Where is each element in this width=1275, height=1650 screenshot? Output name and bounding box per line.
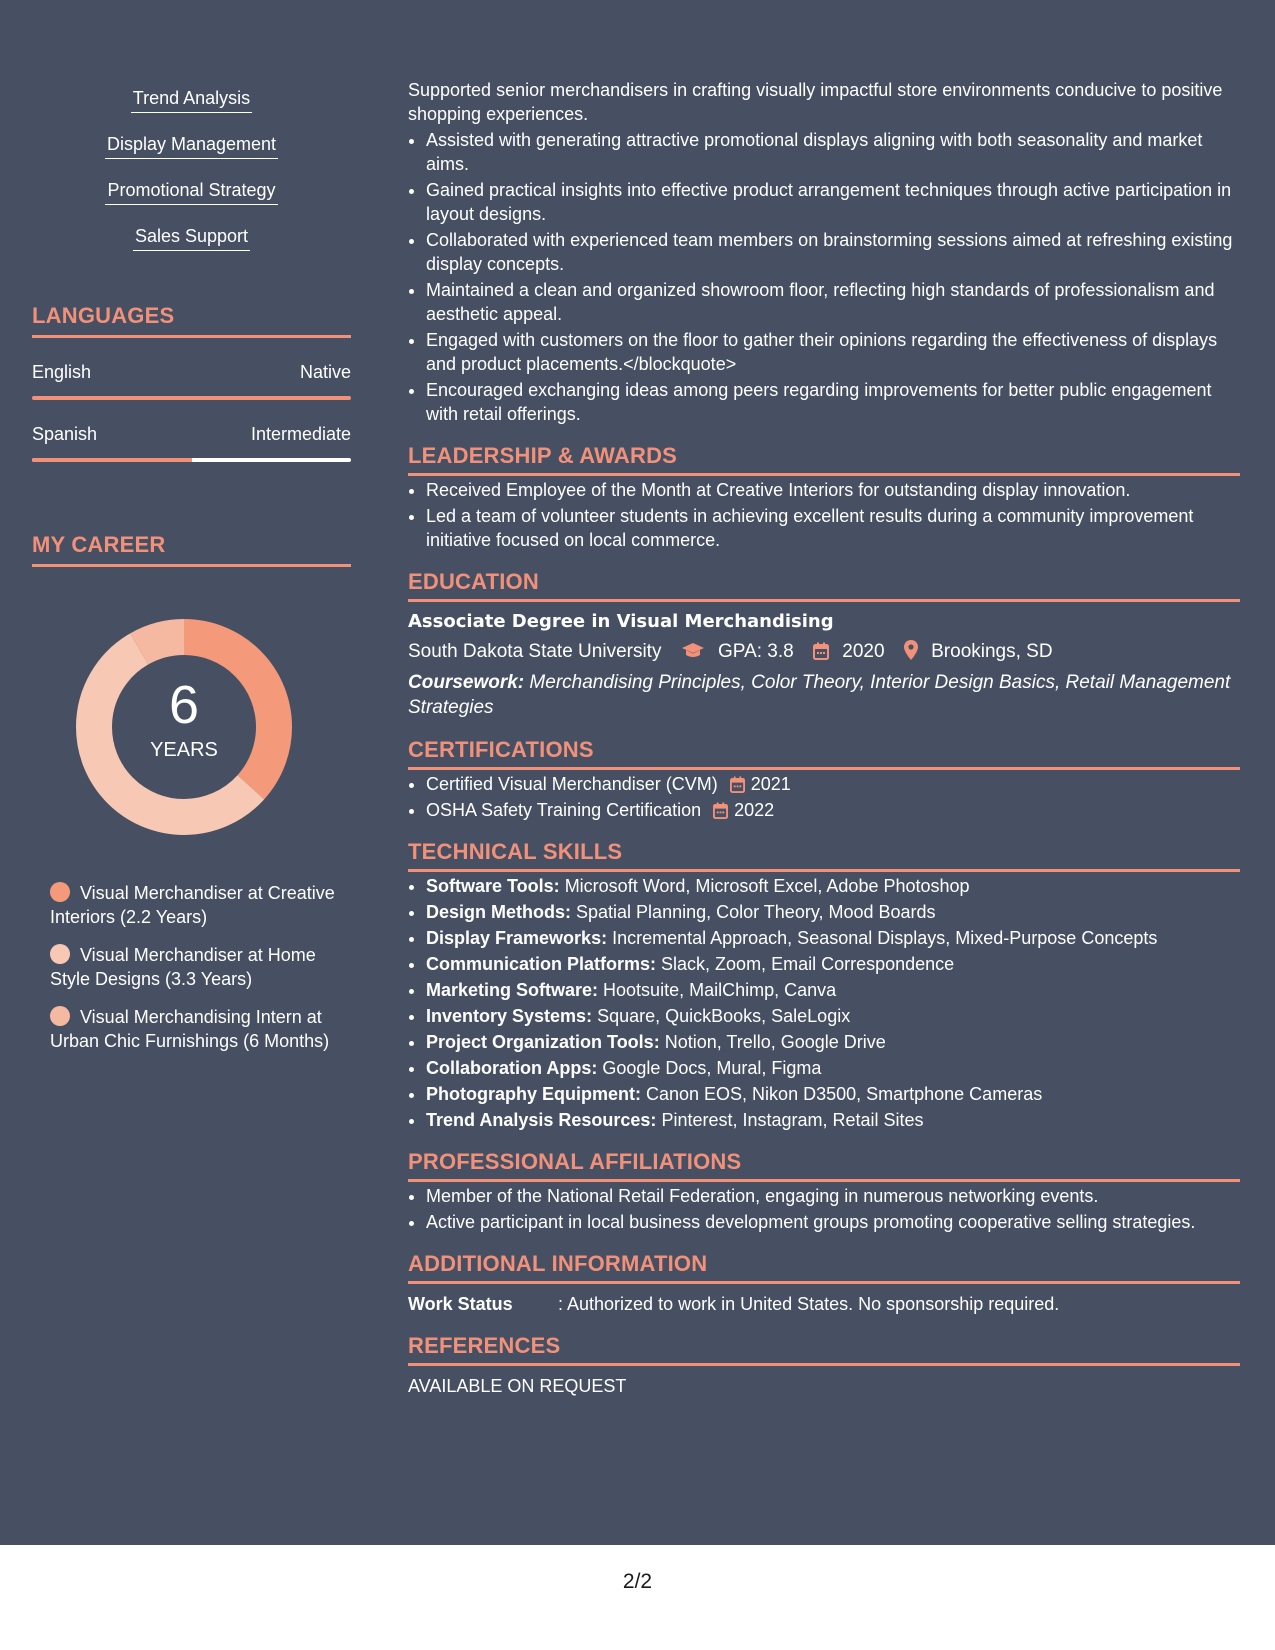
page-footer <box>0 1545 1275 1650</box>
certification-year: 2022 <box>734 800 775 820</box>
certifications-list <box>408 772 1240 822</box>
skill-label: Trend Analysis Resources: <box>426 1110 657 1130</box>
language-name: English <box>32 362 92 382</box>
list-item <box>426 952 1240 976</box>
skill-value: Microsoft Word, Microsoft Excel, Adobe Photoshop <box>559 876 970 896</box>
career-unit: YEARS <box>150 739 218 761</box>
coursework-list: Merchandising Principles, Color Theory, Interior Design Basics, Retail Management Strategies <box>408 672 1231 718</box>
language-spanish <box>32 422 351 462</box>
legend-item <box>50 1005 340 1053</box>
education-entry <box>408 610 1240 720</box>
leadership-bullets <box>408 478 1240 552</box>
skill-label: Display Frameworks: <box>426 928 608 948</box>
legend-dot <box>50 1006 70 1026</box>
career-legend <box>32 881 340 1053</box>
affiliations-heading: PROFESSIONAL AFFILIATIONS <box>408 1150 1240 1182</box>
certifications-heading: CERTIFICATIONS <box>408 738 1240 770</box>
language-name: Spanish <box>32 424 98 444</box>
certification-year: 2021 <box>750 774 791 794</box>
skill-value: Pinterest, Instagram, Retail Sites <box>656 1110 924 1130</box>
technical-skills-heading: TECHNICAL SKILLS <box>408 840 1240 872</box>
references-text: AVAILABLE ON REQUEST <box>408 1376 627 1396</box>
coursework <box>408 670 1240 720</box>
list-item: • Engaged with customers on the floor to gather their opinions regarding the effectiveness of displays and product placements.</blockquote> <box>426 328 1240 376</box>
education-details <box>408 640 1240 664</box>
affiliations-list <box>408 1184 1240 1234</box>
skill-tag: Display Management <box>105 132 278 159</box>
work-status-label: Work Status <box>408 1294 513 1314</box>
language-bar-fill <box>32 396 351 400</box>
sidebar <box>32 0 351 1067</box>
list-item <box>426 772 1240 796</box>
list-item <box>426 1108 1240 1132</box>
legend-dot <box>50 882 70 902</box>
career-heading: MY CAREER <box>32 532 351 567</box>
school-name: South Dakota State University <box>408 641 662 662</box>
skill-label: Project Organization Tools: <box>426 1032 660 1052</box>
experience-bullets <box>408 128 1240 426</box>
experience-intro: Supported senior merchandisers in crafting visually impactful store environments conducive to positive shopping experiences. <box>408 80 1223 124</box>
language-level: Intermediate <box>250 424 351 444</box>
gpa: GPA: 3.8 <box>718 641 794 662</box>
calendar-icon <box>813 641 829 662</box>
location-pin-icon <box>904 641 918 662</box>
language-bar <box>32 458 351 462</box>
list-item: • Encouraged exchanging ideas among peers regarding improvements for better public engagement with retail offerings. <box>426 378 1240 426</box>
list-item: • Led a team of volunteer students in achieving excellent results during a community improvement initiative focused on local commerce. <box>426 504 1240 552</box>
skill-label: Inventory Systems: <box>426 1006 593 1026</box>
list-item <box>426 1082 1240 1106</box>
career-total: 6 <box>168 675 200 735</box>
list-item: • Member of the National Retail Federation, engaging in numerous networking events. <box>426 1184 1240 1208</box>
list-item: • Assisted with generating attractive promotional displays aligning with both seasonality and market aims. <box>426 128 1240 176</box>
list-item <box>426 1056 1240 1080</box>
skill-label: Software Tools: <box>426 876 560 896</box>
skill-value: Hootsuite, MailChimp, Canva <box>598 980 837 1000</box>
coursework-label: Coursework: <box>408 672 525 693</box>
language-level: Native <box>299 362 351 382</box>
leadership-heading: LEADERSHIP & AWARDS <box>408 444 1240 476</box>
skill-value: Square, QuickBooks, SaleLogix <box>592 1006 851 1026</box>
list-item <box>426 978 1240 1002</box>
list-item: • Collaborated with experienced team members on brainstorming sessions aimed at refreshing existing display concepts. <box>426 228 1240 276</box>
additional-info-heading: ADDITIONAL INFORMATION <box>408 1252 1240 1284</box>
calendar-icon <box>713 800 728 820</box>
degree-title: Associate Degree in Visual Merchandising <box>408 611 834 632</box>
education-heading: EDUCATION <box>408 570 1240 602</box>
list-item: • Maintained a clean and organized showroom floor, reflecting high standards of professionalism and aesthetic appeal. <box>426 278 1240 326</box>
skill-label: Marketing Software: <box>426 980 599 1000</box>
list-item: • Received Employee of the Month at Creative Interiors for outstanding display innovation. <box>426 478 1240 502</box>
main-content <box>408 78 1240 1398</box>
skill-label: Communication Platforms: <box>426 954 657 974</box>
legend-label: Visual Merchandiser at Home Style Designs (3.3 Years) <box>50 945 316 989</box>
legend-item <box>50 881 340 929</box>
skill-label: Photography Equipment: <box>426 1084 641 1104</box>
work-status-row <box>408 1292 1240 1316</box>
legend-dot <box>50 944 70 964</box>
skill-value: Spatial Planning, Color Theory, Mood Boards <box>571 902 936 922</box>
language-english <box>32 360 351 400</box>
graduation-year: 2020 <box>842 641 885 662</box>
skill-tag: Sales Support <box>133 224 250 251</box>
page-number: 2/2 <box>622 1570 653 1593</box>
legend-label: Visual Merchandiser at Creative Interiors (2.2 Years) <box>50 883 335 927</box>
certification-name: OSHA Safety Training Certification <box>426 800 702 820</box>
references-heading: REFERENCES <box>408 1334 1240 1366</box>
skill-value: Notion, Trello, Google Drive <box>659 1032 886 1052</box>
skill-value: Canon EOS, Nikon D3500, Smartphone Cameras <box>641 1084 1043 1104</box>
language-bar-fill <box>32 458 192 462</box>
legend-item <box>50 943 340 991</box>
list-item <box>426 900 1240 924</box>
technical-skills-list <box>408 874 1240 1132</box>
skill-value: Incremental Approach, Seasonal Displays, Mixed-Purpose Concepts <box>607 928 1158 948</box>
list-item: • Gained practical insights into effective product arrangement techniques through active participation in layout designs. <box>426 178 1240 226</box>
list-item <box>426 926 1240 950</box>
list-item <box>426 798 1240 822</box>
calendar-icon <box>730 774 745 794</box>
skill-value: Google Docs, Mural, Figma <box>597 1058 822 1078</box>
skill-label: Collaboration Apps: <box>426 1058 598 1078</box>
graduation-cap-icon <box>681 641 705 662</box>
skill-tags <box>32 86 351 251</box>
skill-label: Design Methods: <box>426 902 572 922</box>
skill-value: Slack, Zoom, Email Correspondence <box>656 954 955 974</box>
work-status-value: : Authorized to work in United States. No sponsorship required. <box>558 1294 1060 1314</box>
school-location: Brookings, SD <box>931 641 1053 662</box>
list-item <box>426 874 1240 898</box>
language-bar <box>32 396 351 400</box>
career-donut-chart <box>64 607 304 847</box>
list-item <box>426 1030 1240 1054</box>
list-item: • Active participant in local business development groups promoting cooperative selling strategies. <box>426 1210 1240 1234</box>
skill-tag: Trend Analysis <box>131 86 252 113</box>
certification-name: Certified Visual Merchandiser (CVM) <box>426 774 718 794</box>
legend-label: Visual Merchandising Intern at Urban Chic Furnishings (6 Months) <box>50 1007 330 1051</box>
languages-heading: LANGUAGES <box>32 303 351 338</box>
list-item <box>426 1004 1240 1028</box>
skill-tag: Promotional Strategy <box>105 178 277 205</box>
